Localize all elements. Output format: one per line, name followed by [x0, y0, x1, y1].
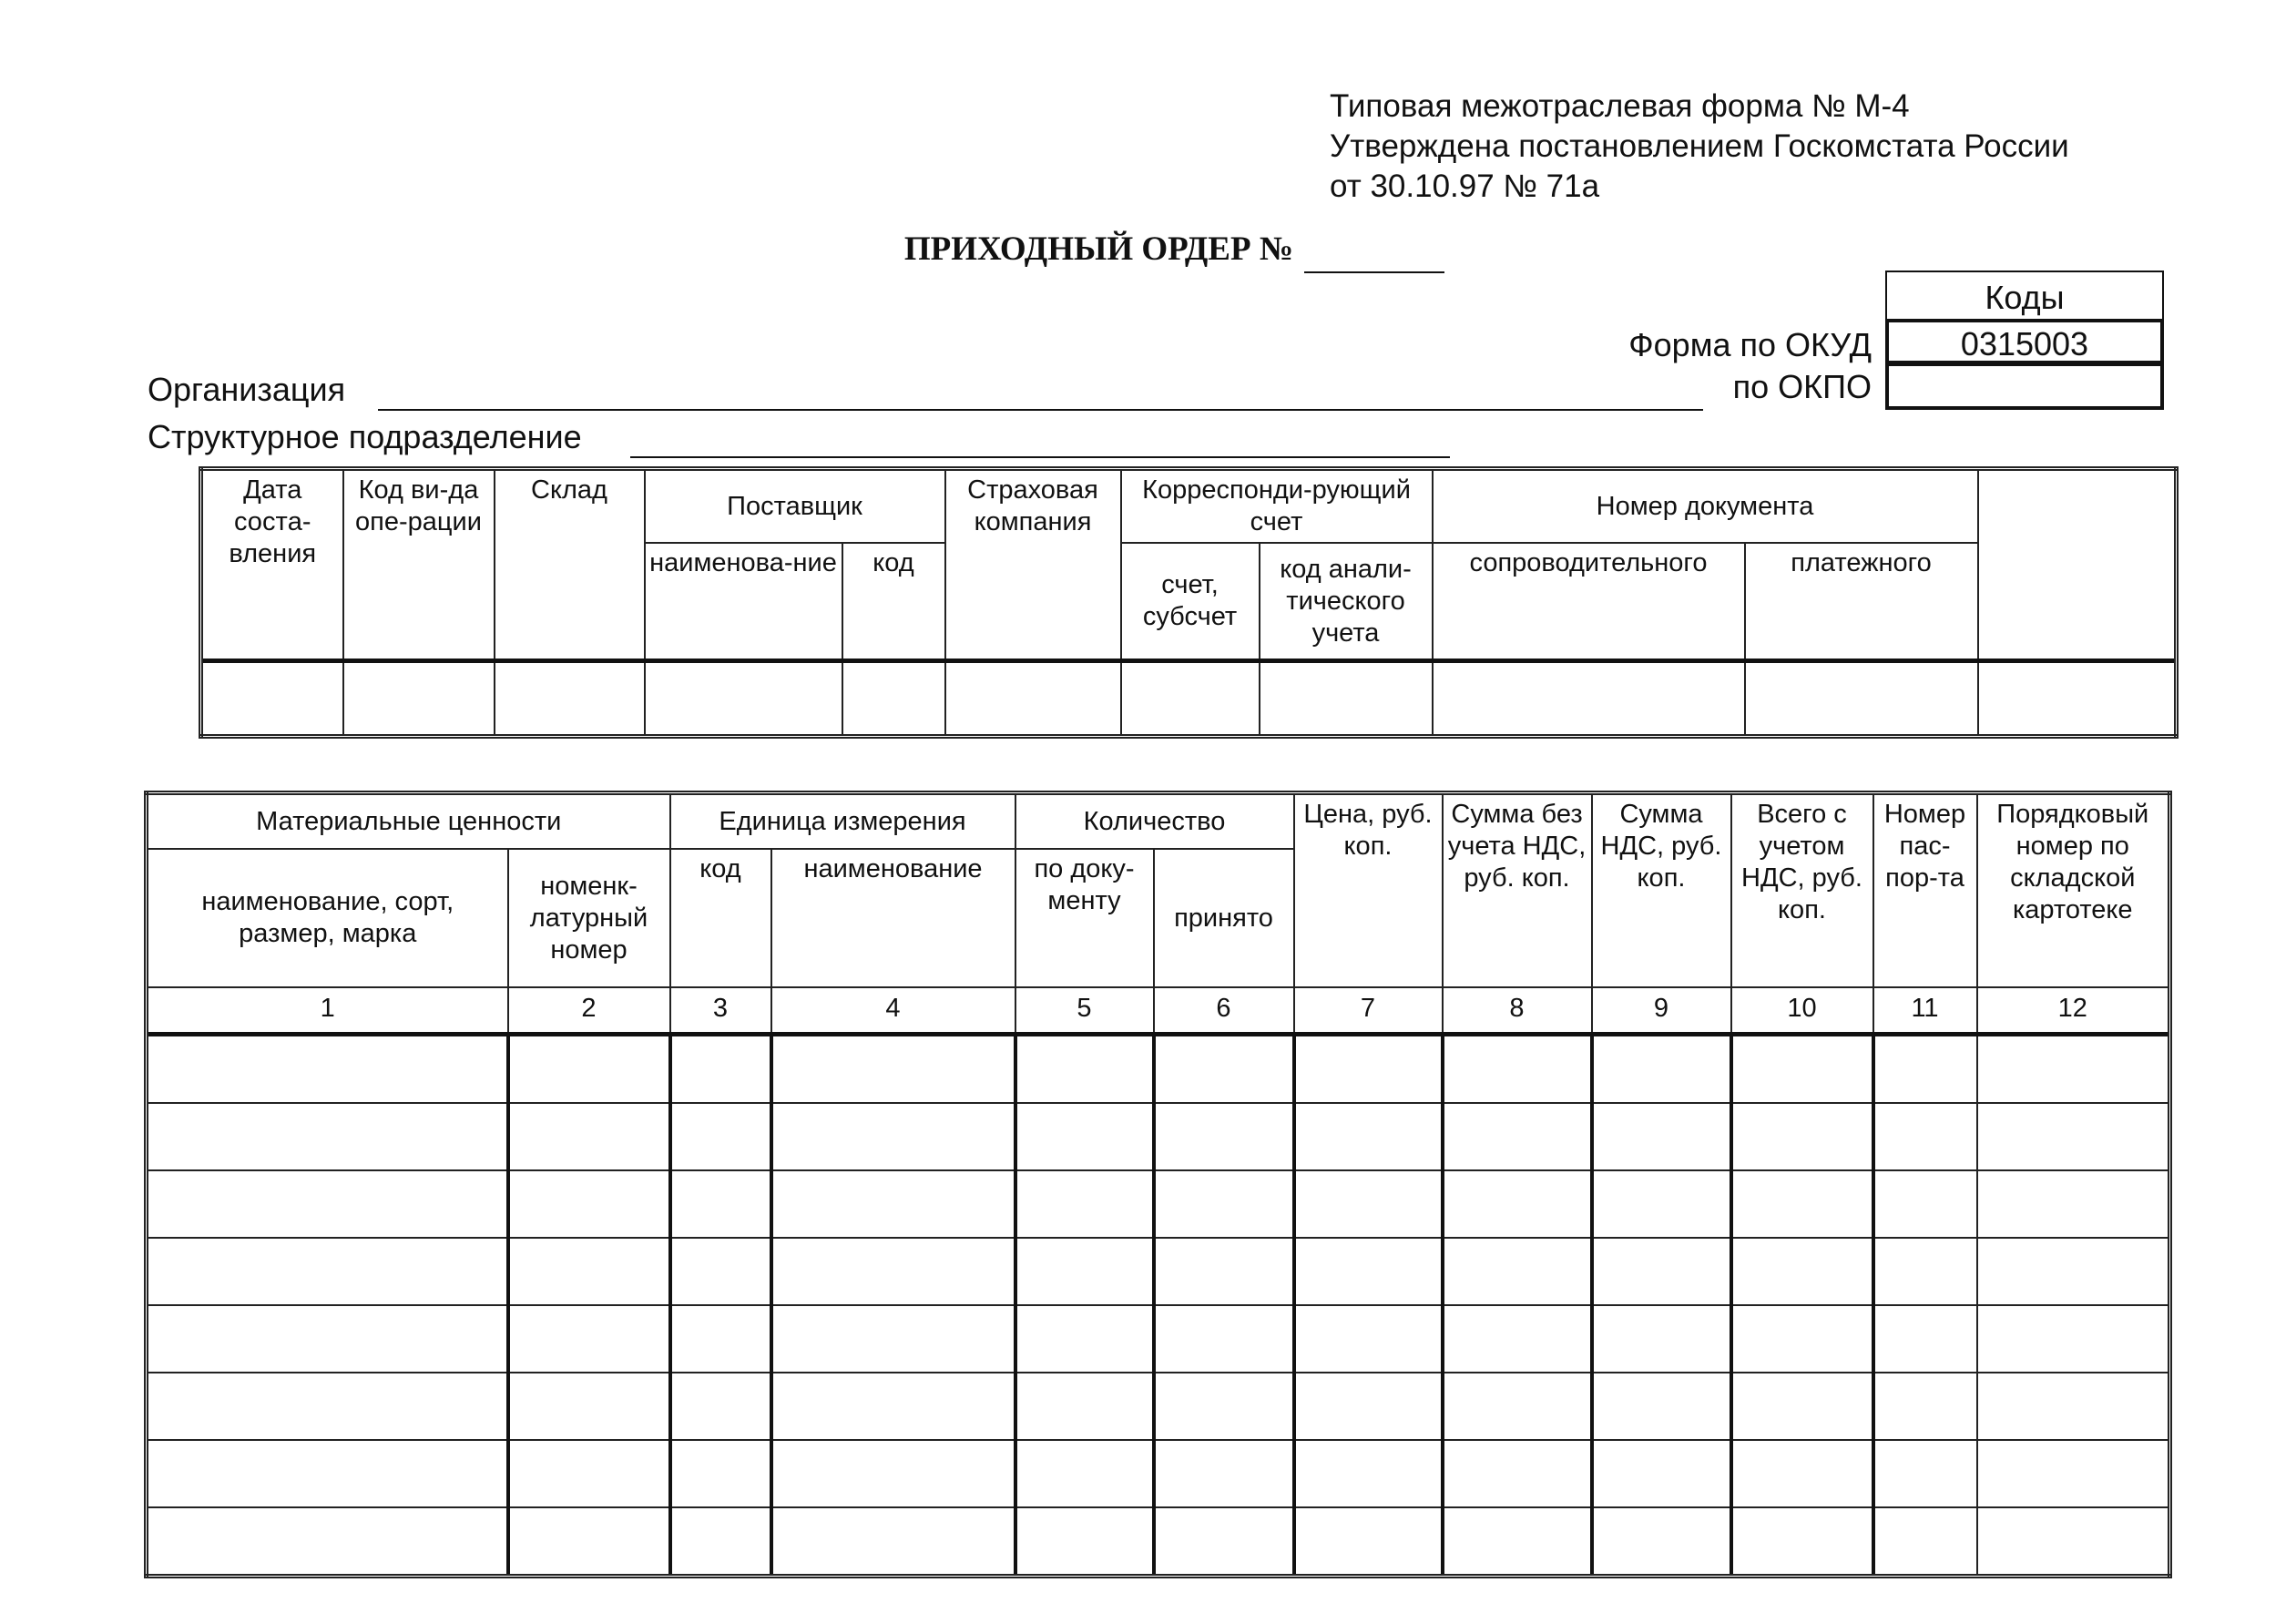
table-cell[interactable] — [1443, 1170, 1592, 1238]
table-cell[interactable] — [670, 1440, 771, 1507]
table-cell[interactable] — [1015, 1238, 1154, 1305]
header-unit-name: наименование — [771, 849, 1015, 987]
table-cell[interactable] — [1154, 1238, 1294, 1305]
table-row — [147, 1035, 2170, 1104]
table-cell[interactable] — [1294, 1373, 1443, 1440]
col-number: 1 — [147, 987, 508, 1035]
table-cell[interactable] — [1592, 1238, 1731, 1305]
cell-insurer[interactable] — [945, 661, 1121, 737]
table-cell[interactable] — [1294, 1035, 1443, 1104]
col-number: 6 — [1154, 987, 1294, 1035]
header-price: Цена, руб. коп. — [1294, 793, 1443, 988]
table-cell[interactable] — [147, 1103, 508, 1170]
cell-operation-code[interactable] — [343, 661, 495, 737]
table-row — [147, 1170, 2170, 1238]
table-cell[interactable] — [508, 1170, 670, 1238]
table-cell[interactable] — [1154, 1103, 1294, 1170]
table-cell[interactable] — [670, 1103, 771, 1170]
header-materials: Материальные ценности — [147, 793, 670, 850]
okud-label: Форма по ОКУД — [1628, 326, 1872, 363]
table-cell[interactable] — [771, 1035, 1015, 1104]
table-cell[interactable] — [1731, 1373, 1873, 1440]
header-insurer: Страховая компания — [945, 469, 1121, 661]
cell-account[interactable] — [1121, 661, 1260, 737]
table-cell[interactable] — [771, 1103, 1015, 1170]
table-cell[interactable] — [508, 1373, 670, 1440]
cell-analytic-code[interactable] — [1260, 661, 1433, 737]
supplier-table — [199, 466, 2179, 739]
header-operation-code: Код ви-да опе-рации — [343, 469, 495, 661]
approval-line-1: Типовая межотраслевая форма № М-4 — [1330, 88, 1910, 124]
col-number: 4 — [771, 987, 1015, 1035]
header-by-doc: по доку-менту — [1015, 849, 1154, 987]
document-title: ПРИХОДНЫЙ ОРДЕР № — [903, 230, 1293, 268]
header-supplier: Поставщик — [645, 469, 945, 544]
table-cell[interactable] — [147, 1170, 508, 1238]
header-card-number: Порядковый номер по складской картотеке — [1977, 793, 2170, 988]
table-cell[interactable] — [771, 1170, 1015, 1238]
header-doc-number: Номер документа — [1433, 469, 1978, 544]
table-row — [147, 1507, 2170, 1577]
table-cell[interactable] — [1977, 1170, 2170, 1238]
table-cell[interactable] — [508, 1440, 670, 1507]
table-cell[interactable] — [1592, 1373, 1731, 1440]
table-cell[interactable] — [1015, 1373, 1154, 1440]
header-accepted: принято — [1154, 849, 1294, 987]
table-cell[interactable] — [771, 1238, 1015, 1305]
table-cell[interactable] — [1443, 1035, 1592, 1104]
material-rows — [147, 1035, 2170, 1577]
table-cell[interactable] — [1977, 1507, 2170, 1577]
table-cell[interactable] — [1592, 1507, 1731, 1577]
col-number: 11 — [1873, 987, 1977, 1035]
table-cell[interactable] — [1873, 1507, 1977, 1577]
header-warehouse: Склад — [495, 469, 645, 661]
col-number: 5 — [1015, 987, 1154, 1035]
table-cell[interactable] — [1977, 1238, 2170, 1305]
table-cell[interactable] — [1154, 1035, 1294, 1104]
header-supplier-name: наименова-ние — [645, 543, 842, 661]
table-cell[interactable] — [1977, 1035, 2170, 1104]
table-cell[interactable] — [1977, 1103, 2170, 1170]
table-cell[interactable] — [1294, 1507, 1443, 1577]
cell-warehouse[interactable] — [495, 661, 645, 737]
table-cell[interactable] — [1154, 1507, 1294, 1577]
table-cell[interactable] — [1443, 1373, 1592, 1440]
table-cell[interactable] — [1592, 1170, 1731, 1238]
table-cell[interactable] — [670, 1170, 771, 1238]
header-corr-account: Корреспонди-рующий счет — [1121, 469, 1433, 544]
table-cell[interactable] — [670, 1507, 771, 1577]
materials-table — [144, 791, 2172, 1578]
table-cell[interactable] — [508, 1035, 670, 1104]
table-cell[interactable] — [147, 1440, 508, 1507]
table-cell[interactable] — [1977, 1440, 2170, 1507]
table-cell[interactable] — [1731, 1238, 1873, 1305]
table-cell[interactable] — [147, 1238, 508, 1305]
header-quantity: Количество — [1015, 793, 1294, 850]
approval-line-2: Утверждена постановлением Госкомстата России — [1330, 128, 2069, 164]
table-cell[interactable] — [1977, 1305, 2170, 1373]
table-cell[interactable] — [1731, 1440, 1873, 1507]
table-cell[interactable] — [1015, 1103, 1154, 1170]
table-cell[interactable] — [1154, 1305, 1294, 1373]
table-cell[interactable] — [147, 1035, 508, 1104]
table-cell[interactable] — [1977, 1373, 2170, 1440]
table-cell[interactable] — [1873, 1440, 1977, 1507]
table-cell[interactable] — [1873, 1103, 1977, 1170]
table-cell[interactable] — [1015, 1170, 1154, 1238]
table-cell[interactable] — [1731, 1103, 1873, 1170]
col-number: 3 — [670, 987, 771, 1035]
header-unit-code: код — [670, 849, 771, 987]
division-label: Структурное подразделение — [148, 418, 582, 455]
table-cell[interactable] — [147, 1507, 508, 1577]
table-cell[interactable] — [1015, 1440, 1154, 1507]
col-number: 7 — [1294, 987, 1443, 1035]
table-cell[interactable] — [1294, 1440, 1443, 1507]
col-number: 2 — [508, 987, 670, 1035]
header-payment: платежного — [1745, 543, 1978, 661]
header-analytic-code: код анали-тического учета — [1260, 543, 1433, 661]
table-cell[interactable] — [1015, 1305, 1154, 1373]
header-empty — [1978, 469, 2177, 661]
table-cell[interactable] — [147, 1373, 508, 1440]
table-cell[interactable] — [508, 1238, 670, 1305]
col-number: 9 — [1592, 987, 1731, 1035]
table-cell[interactable] — [1015, 1507, 1154, 1577]
table-cell[interactable] — [1294, 1238, 1443, 1305]
table-row — [147, 1238, 2170, 1305]
okud-value[interactable]: 0315003 — [1885, 319, 2164, 364]
table-cell[interactable] — [771, 1507, 1015, 1577]
header-total-vat: Всего с учетом НДС, руб. коп. — [1731, 793, 1873, 988]
cell-supplier-name[interactable] — [645, 661, 842, 737]
col-number: 12 — [1977, 987, 2170, 1035]
table-cell[interactable] — [1592, 1035, 1731, 1104]
table-cell[interactable] — [1443, 1103, 1592, 1170]
table-cell[interactable] — [1154, 1170, 1294, 1238]
table-cell[interactable] — [771, 1440, 1015, 1507]
table-row — [201, 661, 2177, 737]
codes-header: Коды — [1885, 271, 2164, 319]
header-mat-name: наименование, сорт, размер, марка — [147, 849, 508, 987]
table-cell[interactable] — [1443, 1238, 1592, 1305]
header-supplier-code: код — [842, 543, 945, 661]
header-passport: Номер пас-пор-та — [1873, 793, 1977, 988]
cell-date[interactable] — [201, 661, 343, 737]
table-cell[interactable] — [1592, 1305, 1731, 1373]
header-unit: Единица измерения — [670, 793, 1015, 850]
table-cell[interactable] — [1443, 1507, 1592, 1577]
approval-block — [1330, 87, 2069, 207]
header-account: счет, субсчет — [1121, 543, 1260, 661]
division-field[interactable] — [630, 456, 1450, 458]
table-cell[interactable] — [147, 1305, 508, 1373]
table-cell[interactable] — [1873, 1035, 1977, 1104]
table-cell[interactable] — [771, 1373, 1015, 1440]
table-cell[interactable] — [1592, 1440, 1731, 1507]
table-row — [147, 1373, 2170, 1440]
table-cell[interactable] — [670, 1305, 771, 1373]
table-cell[interactable] — [1731, 1305, 1873, 1373]
okpo-label: по ОКПО — [1732, 368, 1872, 405]
table-cell[interactable] — [508, 1507, 670, 1577]
cell-extra[interactable] — [1978, 661, 2177, 737]
table-cell[interactable] — [1294, 1103, 1443, 1170]
table-cell[interactable] — [1731, 1170, 1873, 1238]
table-cell[interactable] — [1443, 1305, 1592, 1373]
column-numbers-row — [147, 987, 2170, 1035]
table-cell[interactable] — [1873, 1305, 1977, 1373]
table-cell[interactable] — [670, 1238, 771, 1305]
order-number-field[interactable] — [1304, 271, 1444, 273]
table-cell[interactable] — [1015, 1035, 1154, 1104]
header-date: Дата состa-вления — [201, 469, 343, 661]
table-cell[interactable] — [670, 1373, 771, 1440]
header-sum-no-vat: Сумма без учета НДС, руб. коп. — [1443, 793, 1592, 988]
table-row — [147, 1305, 2170, 1373]
table-cell[interactable] — [670, 1035, 771, 1104]
table-cell[interactable] — [508, 1305, 670, 1373]
cell-payment[interactable] — [1745, 661, 1978, 737]
table-cell[interactable] — [1592, 1103, 1731, 1170]
col-number: 8 — [1443, 987, 1592, 1035]
table-cell[interactable] — [1443, 1440, 1592, 1507]
header-nomenclature: номенк-латурный номер — [508, 849, 670, 987]
header-vat-sum: Сумма НДС, руб. коп. — [1592, 793, 1731, 988]
table-row — [147, 1440, 2170, 1507]
table-cell[interactable] — [1294, 1305, 1443, 1373]
okpo-value[interactable] — [1885, 364, 2164, 410]
table-cell[interactable] — [508, 1103, 670, 1170]
col-number: 10 — [1731, 987, 1873, 1035]
organization-label: Организация — [148, 371, 346, 408]
table-cell[interactable] — [1294, 1170, 1443, 1238]
table-cell[interactable] — [1154, 1373, 1294, 1440]
table-cell[interactable] — [771, 1305, 1015, 1373]
table-cell[interactable] — [1731, 1507, 1873, 1577]
cell-supplier-code[interactable] — [842, 661, 945, 737]
table-cell[interactable] — [1731, 1035, 1873, 1104]
table-cell[interactable] — [1154, 1440, 1294, 1507]
table-cell[interactable] — [1873, 1170, 1977, 1238]
cell-accompanying[interactable] — [1433, 661, 1745, 737]
header-accompanying: сопроводительного — [1433, 543, 1745, 661]
table-row — [147, 1103, 2170, 1170]
table-cell[interactable] — [1873, 1238, 1977, 1305]
table-cell[interactable] — [1873, 1373, 1977, 1440]
organization-field[interactable] — [378, 409, 1703, 411]
approval-line-3: от 30.10.97 № 71а — [1330, 168, 1600, 204]
